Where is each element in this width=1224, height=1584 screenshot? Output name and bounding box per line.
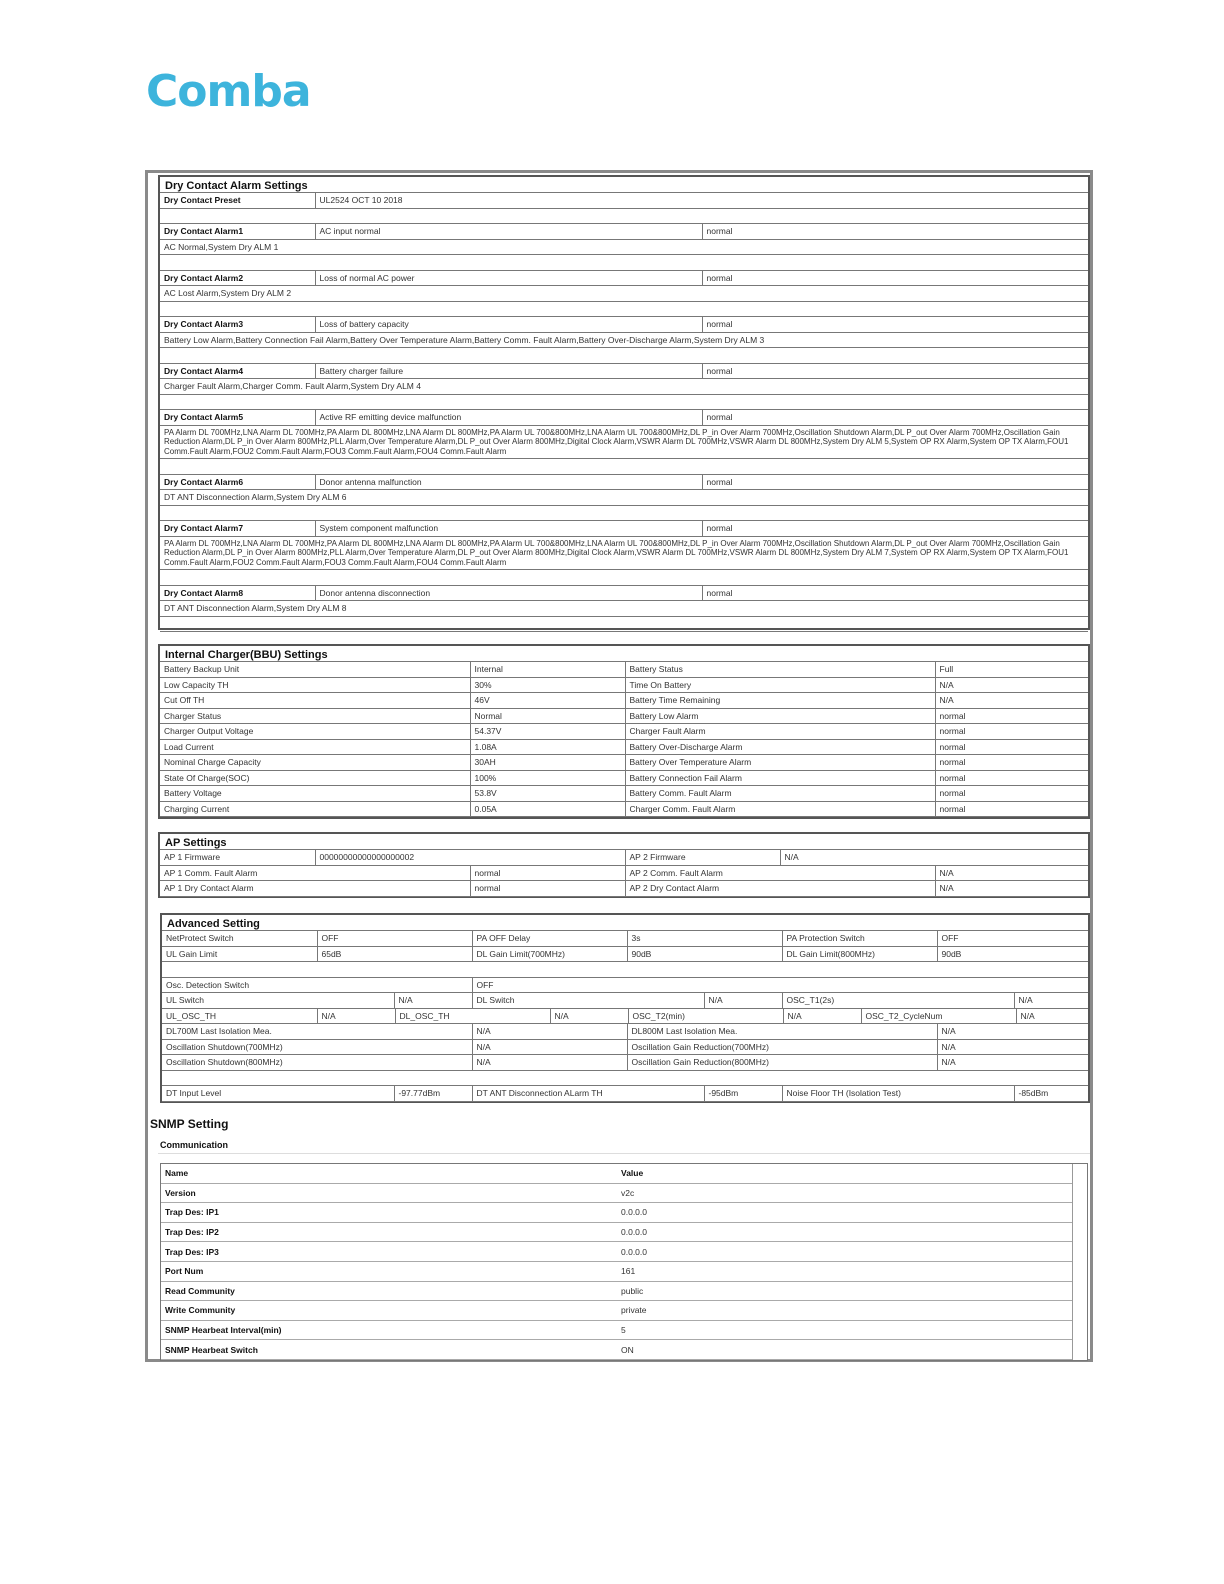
dry-alarm-state: normal — [702, 474, 1088, 490]
preset-value[interactable]: UL2524 OCT 10 2018 — [315, 193, 1088, 208]
charger-row — [160, 693, 1088, 709]
snmp-row-value[interactable]: public — [617, 1281, 1073, 1301]
charger-row-value: normal — [935, 724, 1088, 740]
charger-row — [160, 739, 1088, 755]
advanced-row-label: DL Gain Limit(700MHz) — [472, 946, 627, 962]
dry-contact-title: Dry Contact Alarm Settings — [160, 177, 1088, 193]
ap-row — [160, 866, 1088, 881]
switch-row-label: OSC_T1(2s) — [782, 993, 1014, 1008]
dry-alarm-description: AC Lost Alarm,System Dry ALM 2 — [160, 286, 1088, 302]
switch-row-label: DL Switch — [472, 993, 704, 1008]
isolation-row-label: DL800M Last Isolation Mea. — [627, 1024, 937, 1039]
dry-alarm-label: Dry Contact Alarm4 — [160, 363, 315, 379]
charger-row-value: N/A — [935, 677, 1088, 693]
dry-alarm-row — [160, 270, 1088, 286]
charger-row-label: Cut Off TH — [160, 693, 470, 709]
dry-alarm-name[interactable]: AC input normal — [315, 224, 702, 240]
ap-table — [160, 850, 1088, 866]
snmp-row — [161, 1340, 1073, 1360]
dt-row-value: -85dBm — [1014, 1086, 1088, 1101]
charger-row-value: 46V — [470, 693, 625, 709]
switch-row-value[interactable]: N/A — [394, 993, 472, 1008]
advanced-th-table — [162, 1009, 1088, 1025]
ap-alarm-table — [160, 866, 1088, 897]
ap-panel — [158, 832, 1090, 898]
dry-contact-panel — [158, 175, 1090, 630]
charger-row — [160, 801, 1088, 817]
isolation-row-value: N/A — [472, 1055, 627, 1071]
snmp-row-name: Version — [161, 1183, 617, 1203]
charger-row-value: normal — [935, 786, 1088, 802]
charger-row — [160, 724, 1088, 740]
charger-row — [160, 755, 1088, 771]
snmp-header-value: Value — [617, 1164, 1073, 1183]
advanced-row-label: PA OFF Delay — [472, 931, 627, 946]
dry-alarm-label: Dry Contact Alarm5 — [160, 410, 315, 426]
dry-alarm-name[interactable]: Loss of battery capacity — [315, 317, 702, 333]
isolation-row-value: N/A — [472, 1024, 627, 1039]
dry-alarm-description: AC Normal,System Dry ALM 1 — [160, 239, 1088, 255]
switch-row — [162, 993, 1088, 1008]
spacer-row — [160, 348, 1088, 364]
dry-alarm-row — [160, 317, 1088, 333]
charger-row-label: Charging Current — [160, 801, 470, 817]
osc-detection-label: Osc. Detection Switch — [162, 977, 472, 993]
isolation-row-value: N/A — [937, 1055, 1088, 1071]
charger-row-label: Charger Fault Alarm — [625, 724, 935, 740]
threshold-row-label: UL_OSC_TH — [162, 1009, 317, 1024]
isolation-row-label: DL700M Last Isolation Mea. — [162, 1024, 472, 1039]
dry-alarm-state: normal — [702, 317, 1088, 333]
charger-row-value: 0.05A — [470, 801, 625, 817]
ap-row-label: AP 1 Dry Contact Alarm — [160, 881, 470, 897]
dry-alarm-description: DT ANT Disconnection Alarm,System Dry ALM 6 — [160, 490, 1088, 506]
switch-row-value[interactable]: N/A — [704, 993, 782, 1008]
advanced-osc-table — [162, 962, 1088, 993]
charger-row-label: Battery Over-Discharge Alarm — [625, 739, 935, 755]
snmp-scrollbar[interactable] — [1072, 1164, 1087, 1360]
charger-title: Internal Charger(BBU) Settings — [160, 646, 1088, 662]
charger-row-value: Internal — [470, 662, 625, 677]
dry-alarm-description: DT ANT Disconnection Alarm,System Dry ALM 8 — [160, 601, 1088, 617]
communication-label: Communication — [160, 1140, 229, 1150]
charger-row-label: Charger Comm. Fault Alarm — [625, 801, 935, 817]
dry-alarm-label: Dry Contact Alarm1 — [160, 224, 315, 240]
dry-alarm-name[interactable]: Loss of normal AC power — [315, 270, 702, 286]
snmp-title: SNMP Setting — [150, 1117, 229, 1131]
snmp-row-value[interactable]: ON — [617, 1340, 1073, 1360]
advanced-panel — [160, 913, 1090, 1103]
threshold-row-value[interactable]: N/A — [550, 1009, 628, 1024]
dry-alarm-state: normal — [702, 224, 1088, 240]
advanced-row-value[interactable]: OFF — [317, 931, 472, 946]
advanced-title: Advanced Setting — [162, 915, 1088, 931]
charger-row-label: Battery Voltage — [160, 786, 470, 802]
charger-row — [160, 786, 1088, 802]
spacer-row — [162, 1070, 1088, 1086]
charger-row-value: normal — [935, 739, 1088, 755]
charger-row-label: Battery Low Alarm — [625, 708, 935, 724]
spacer-row — [162, 962, 1088, 977]
snmp-row-name: Write Community — [161, 1301, 617, 1321]
dry-alarm-description: PA Alarm DL 700MHz,LNA Alarm DL 700MHz,PA Alarm DL 800MHz,LNA Alarm DL 800MHz,PA Alarm UL 700&800MHz,LNA Alarm UL 700&800MHz,DL P_in Over Alarm 700MHz,Oscillation Shutdown Alarm,DL P_out Over Alarm 700MHz,Oscillation Gain Reduction Alarm,DL P_in Over Alarm 800MHz,PLL Alarm,Over Temperature Alarm,DL P_out Over Alarm 800MHz,Digital Clock Alarm,VSWR Alarm DL 700MHz,VSWR Alarm DL 800MHz,System Dry ALM 7,System OP RX Alarm,System OP TX Alarm,FOU1 Comm.Fault Alarm,FOU2 Comm.Fault Alarm,FOU3 Comm.Fault Alarm,FOU4 Comm.Fault Alarm — [160, 536, 1088, 570]
snmp-row — [161, 1261, 1073, 1281]
spacer-row — [160, 570, 1088, 586]
dry-alarm-name[interactable]: Battery charger failure — [315, 363, 702, 379]
divider — [158, 1153, 1090, 1154]
ap-row-value: normal — [470, 881, 625, 897]
advanced-row-value[interactable]: 90dB — [627, 946, 782, 962]
isolation-row — [162, 1055, 1088, 1071]
charger-row-label: Charger Output Voltage — [160, 724, 470, 740]
charger-row-value: 53.8V — [470, 786, 625, 802]
charger-row-value: normal — [935, 708, 1088, 724]
charger-row-label: Battery Backup Unit — [160, 662, 470, 677]
advanced-switch-table — [162, 993, 1088, 1009]
threshold-row-value[interactable]: N/A — [783, 1009, 861, 1024]
advanced-gain-table — [162, 931, 1088, 962]
spacer-row — [160, 616, 1088, 632]
threshold-row-value[interactable]: N/A — [317, 1009, 395, 1024]
snmp-row — [161, 1242, 1073, 1262]
snmp-header-name: Name — [161, 1164, 617, 1183]
snmp-row-value[interactable]: 0.0.0.0 — [617, 1203, 1073, 1223]
dry-alarm-row — [160, 474, 1088, 490]
dry-alarm-label: Dry Contact Alarm7 — [160, 521, 315, 537]
snmp-row-value[interactable]: 0.0.0.0 — [617, 1222, 1073, 1242]
dry-alarm-description: Battery Low Alarm,Battery Connection Fail Alarm,Battery Over Temperature Alarm,Battery Comm. Fault Alarm,Battery Over-Discharge Alarm,System Dry ALM 3 — [160, 332, 1088, 348]
charger-row — [160, 770, 1088, 786]
charger-row-value: Normal — [470, 708, 625, 724]
spacer-row — [160, 301, 1088, 317]
isolation-row-label: Oscillation Shutdown(800MHz) — [162, 1055, 472, 1071]
advanced-row-value[interactable]: 3s — [627, 931, 782, 946]
ap1-firmware-label: AP 1 Firmware — [160, 850, 315, 865]
charger-row-value: normal — [935, 801, 1088, 817]
advanced-row-value[interactable]: 90dB — [937, 946, 1088, 962]
preset-label: Dry Contact Preset — [160, 193, 315, 208]
advanced-row-value[interactable]: OFF — [937, 931, 1088, 946]
ap-row-label: AP 2 Comm. Fault Alarm — [625, 866, 935, 881]
advanced-row-label: DL Gain Limit(800MHz) — [782, 946, 937, 962]
spacer-row — [160, 505, 1088, 521]
dt-row-label: DT Input Level — [162, 1086, 394, 1101]
snmp-row — [161, 1281, 1073, 1301]
snmp-row — [161, 1320, 1073, 1340]
threshold-row-value[interactable]: N/A — [1016, 1009, 1088, 1024]
dry-alarm-state: normal — [702, 410, 1088, 426]
charger-row-label: Time On Battery — [625, 677, 935, 693]
charger-row-label: Battery Comm. Fault Alarm — [625, 786, 935, 802]
ap-row — [160, 881, 1088, 897]
advanced-dt-table — [162, 1086, 1088, 1102]
dry-alarm-row — [160, 363, 1088, 379]
ap-row-label: AP 1 Comm. Fault Alarm — [160, 866, 470, 881]
charger-row — [160, 662, 1088, 677]
comba-logo: Comba — [146, 66, 311, 117]
charger-row-label: Charger Status — [160, 708, 470, 724]
dry-alarm-description: PA Alarm DL 700MHz,LNA Alarm DL 700MHz,PA Alarm DL 800MHz,LNA Alarm DL 800MHz,PA Alarm UL 700&800MHz,LNA Alarm UL 700&800MHz,DL P_in Over Alarm 700MHz,Oscillation Shutdown Alarm,DL P_out Over Alarm 700MHz,Oscillation Gain Reduction Alarm,DL P_in Over Alarm 800MHz,PLL Alarm,Over Temperature Alarm,DL P_out Over Alarm 800MHz,Digital Clock Alarm,VSWR Alarm DL 700MHz,VSWR Alarm DL 800MHz,System Dry ALM 5,System OP RX Alarm,System OP TX Alarm,FOU1 Comm.Fault Alarm,FOU2 Comm.Fault Alarm,FOU3 Comm.Fault Alarm,FOU4 Comm.Fault Alarm — [160, 425, 1088, 459]
charger-row-label: Battery Over Temperature Alarm — [625, 755, 935, 771]
threshold-row-label: OSC_T2_CycleNum — [861, 1009, 1016, 1024]
snmp-table — [160, 1163, 1088, 1361]
charger-row-label: Battery Connection Fail Alarm — [625, 770, 935, 786]
ap2-firmware-value: N/A — [780, 850, 1088, 865]
isolation-row-value: N/A — [937, 1024, 1088, 1039]
dry-alarm-label: Dry Contact Alarm8 — [160, 585, 315, 601]
isolation-row-value: N/A — [472, 1039, 627, 1055]
dry-alarm-label: Dry Contact Alarm2 — [160, 270, 315, 286]
advanced-row-label: NetProtect Switch — [162, 931, 317, 946]
dry-alarm-state: normal — [702, 363, 1088, 379]
charger-row-value: Full — [935, 662, 1088, 677]
ap1-firmware-value: 00000000000000000002 — [315, 850, 625, 865]
ap-row-value: N/A — [935, 866, 1088, 881]
charger-row-label: Nominal Charge Capacity — [160, 755, 470, 771]
isolation-row-value: N/A — [937, 1039, 1088, 1055]
advanced-row-label: PA Protection Switch — [782, 931, 937, 946]
dt-row-value: -97.77dBm — [394, 1086, 472, 1101]
snmp-row-value[interactable]: v2c — [617, 1183, 1073, 1203]
snmp-row-name: Trap Des: IP1 — [161, 1203, 617, 1223]
isolation-row — [162, 1024, 1088, 1039]
advanced-row — [162, 931, 1088, 946]
dry-alarm-row — [160, 521, 1088, 537]
dry-alarm-description: Charger Fault Alarm,Charger Comm. Fault Alarm,System Dry ALM 4 — [160, 379, 1088, 395]
dry-alarm-row — [160, 585, 1088, 601]
advanced-row-value[interactable]: 65dB — [317, 946, 472, 962]
spacer-row — [160, 394, 1088, 410]
snmp-row-value[interactable]: 0.0.0.0 — [617, 1242, 1073, 1262]
switch-row-value[interactable]: N/A — [1014, 993, 1088, 1008]
dry-alarm-rows — [160, 208, 1088, 632]
snmp-row-value[interactable]: private — [617, 1301, 1073, 1321]
snmp-row-name: Trap Des: IP2 — [161, 1222, 617, 1242]
snmp-row — [161, 1222, 1073, 1242]
advanced-row — [162, 946, 1088, 962]
charger-row-value: normal — [935, 755, 1088, 771]
snmp-row-name: SNMP Hearbeat Interval(min) — [161, 1320, 617, 1340]
dry-alarm-name[interactable]: System component malfunction — [315, 521, 702, 537]
charger-row — [160, 677, 1088, 693]
spacer-row — [160, 255, 1088, 271]
spacer-row — [160, 208, 1088, 224]
dry-alarm-label: Dry Contact Alarm6 — [160, 474, 315, 490]
dt-row-label: Noise Floor TH (Isolation Test) — [782, 1086, 1014, 1101]
isolation-row — [162, 1039, 1088, 1055]
ap-row-value: normal — [470, 866, 625, 881]
dry-alarm-state: normal — [702, 521, 1088, 537]
ap-row-value: N/A — [935, 881, 1088, 897]
threshold-row-label: DL_OSC_TH — [395, 1009, 550, 1024]
spacer-row — [160, 459, 1088, 475]
snmp-row-name: Read Community — [161, 1281, 617, 1301]
isolation-row-label: Oscillation Gain Reduction(700MHz) — [627, 1039, 937, 1055]
ap-row-label: AP 2 Dry Contact Alarm — [625, 881, 935, 897]
dt-row — [162, 1086, 1088, 1101]
charger-row-value: 1.08A — [470, 739, 625, 755]
charger-row-value: 100% — [470, 770, 625, 786]
dry-alarm-label: Dry Contact Alarm3 — [160, 317, 315, 333]
snmp-row-value[interactable]: 161 — [617, 1261, 1073, 1281]
dt-row-label: DT ANT Disconnection ALarm TH — [472, 1086, 704, 1101]
threshold-row-label: OSC_T2(min) — [628, 1009, 783, 1024]
snmp-row-name: Port Num — [161, 1261, 617, 1281]
isolation-row-label: Oscillation Gain Reduction(800MHz) — [627, 1055, 937, 1071]
snmp-row-name: Trap Des: IP3 — [161, 1242, 617, 1262]
charger-row-label: Low Capacity TH — [160, 677, 470, 693]
snmp-row — [161, 1203, 1073, 1223]
snmp-row-value[interactable]: 5 — [617, 1320, 1073, 1340]
snmp-row — [161, 1183, 1073, 1203]
osc-detection-value[interactable]: OFF — [472, 977, 1088, 993]
dry-alarm-row — [160, 410, 1088, 426]
dry-alarm-state: normal — [702, 270, 1088, 286]
charger-row-label: Load Current — [160, 739, 470, 755]
charger-row-value: 30% — [470, 677, 625, 693]
ap-title: AP Settings — [160, 834, 1088, 850]
charger-row-value: 30AH — [470, 755, 625, 771]
snmp-row — [161, 1301, 1073, 1321]
charger-row-label: Battery Time Remaining — [625, 693, 935, 709]
dry-alarm-name[interactable]: Donor antenna disconnection — [315, 585, 702, 601]
dry-alarm-row — [160, 224, 1088, 240]
charger-row-label: State Of Charge(SOC) — [160, 770, 470, 786]
isolation-row-label: Oscillation Shutdown(700MHz) — [162, 1039, 472, 1055]
snmp-row-name: SNMP Hearbeat Switch — [161, 1340, 617, 1360]
charger-row-value: normal — [935, 770, 1088, 786]
dry-alarm-state: normal — [702, 585, 1088, 601]
charger-panel — [158, 644, 1090, 819]
dt-row-value: -95dBm — [704, 1086, 782, 1101]
dry-contact-table — [160, 193, 1088, 632]
threshold-row — [162, 1009, 1088, 1024]
switch-row-label: UL Switch — [162, 993, 394, 1008]
charger-row — [160, 708, 1088, 724]
charger-row-value: 54.37V — [470, 724, 625, 740]
dry-alarm-name[interactable]: Donor antenna malfunction — [315, 474, 702, 490]
charger-row-label: Battery Status — [625, 662, 935, 677]
charger-table — [160, 662, 1088, 817]
ap2-firmware-label: AP 2 Firmware — [625, 850, 780, 865]
charger-row-value: N/A — [935, 693, 1088, 709]
dry-alarm-name[interactable]: Active RF emitting device malfunction — [315, 410, 702, 426]
advanced-row-label: UL Gain Limit — [162, 946, 317, 962]
advanced-iso-table — [162, 1024, 1088, 1086]
